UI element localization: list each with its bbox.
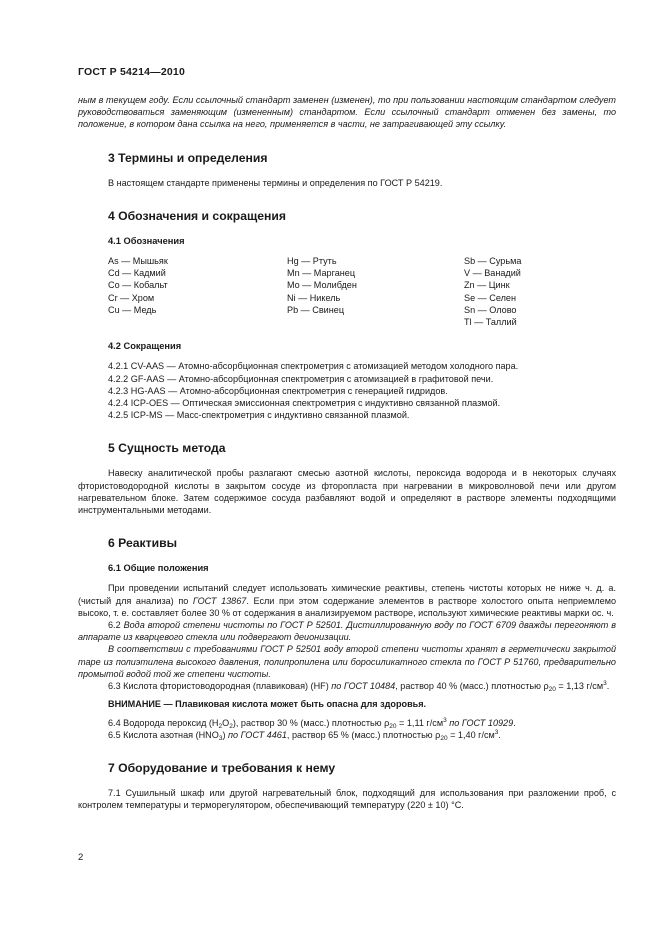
standard-reference: по ГОСТ 10484 (331, 681, 396, 692)
symbol-item: Ni — Никель (287, 292, 341, 303)
section-6-title: 6 Реактивы (108, 536, 178, 551)
symbol-item: Se — Селен (464, 292, 516, 303)
intro-paragraph: ным в текущем году. Если ссылочный стандарт заменен (изменен), то при пользовании настоящим стандартом следует руководствоваться заменяющим (измененным) стандартом. Если ссылочный стандарт отменен без замены, то положение, в котором дана ссылка на него, применяется в части, не затрагивающей эту ссылку. (78, 95, 616, 130)
symbol-item: Cr — Хром (108, 292, 155, 303)
section-4-title: 4 Обозначения и сокращения (108, 208, 287, 223)
section-7-title: 7 Оборудование и требования к нему (108, 760, 336, 775)
hf-warning: ВНИМАНИЕ — Плавиковая кислота может быть опасна для здоровья. (108, 699, 427, 710)
symbol-item: V — Ванадий (464, 268, 521, 279)
section-4-1-title: 4.1 Обозначения (108, 235, 185, 246)
symbol-item: As — Мышьяк (108, 256, 168, 267)
symbols-table (108, 255, 616, 328)
symbol-item: Mn — Марганец (287, 268, 356, 279)
symbol-item: Pb — Свинец (287, 304, 345, 315)
paragraph-6-4: 6.4 Водорода пероксид $(H_2O_2)$, раствор 30 % (масс.) плотностью $\rho_{20} = 1,11$ $г/см^3$ по ГОСТ 10929. (108, 716, 516, 730)
section-3-text: В настоящем стандарте применены термины и определения по ГОСТ Р 54219. (108, 177, 443, 188)
symbols-column-3 (464, 255, 521, 328)
symbol-item: Sb — Сурьма (464, 256, 522, 267)
abbreviation-item: 4.2.3 HG-AAS — Атомно-абсорбционная спектрометрия с генерацией гидридов. (108, 385, 448, 396)
standard-reference: по ГОСТ 4461 (228, 729, 287, 740)
section-3-title: 3 Термины и определения (108, 150, 268, 165)
paragraph-6-2-storage: В соответствии с требованиями ГОСТ Р 52501 воду второй степени чистоты хранят в герметически закрытой таре из полиэтилена высокого давления, полипропилена или боросиликатного стекла по ГОСТ Р 51760, предварительно промытой водой той же степени чистоты. (78, 644, 616, 679)
symbol-item: Cd — Кадмий (108, 268, 166, 279)
section-5-text: Навеску аналитической пробы разлагают смесью азотной кислоты, пероксида водорода и в некоторых случаях фтористоводородной кислоты в закрытом сосуде из фторопласта при нагревании в микроволновой печи или другом нагревательном блоке. Затем содержимое сосуда разбавляют водой и определяют в растворе элементы подходящими инструментальными методами. (78, 468, 616, 516)
symbol-item: Hg — Ртуть (287, 256, 337, 267)
paragraph-6-3: 6.3 Кислота фтористоводородная (плавиковая) (HF) по ГОСТ 10484, раствор 40 % (масс.) плотностью $\rho_{20} = 1,13$ $г/см^3$. (108, 680, 610, 694)
paragraph-6-1: При проведении испытаний следует использовать химические реактивы, степень чистоты которых не ниже ч. д. а. (чистый для анализа) по ГОСТ 13867. Если при этом содержание элементов в растворе холостого опыта неприемлемо высоко, т. е. составляет более 30 % от содержания в анализируемом растворе, используют химические реактивы марки ос. ч. (78, 583, 617, 618)
standard-reference: по ГОСТ 10929 (449, 717, 514, 728)
section-6-1-title: 6.1 Общие положения (108, 563, 209, 574)
paragraph-7-1: 7.1 Сушильный шкаф или другой нагревательный блок, подходящий для использования при разложении проб, с контролем температуры и терморегулятором, обеспечивающий температуру (220 ± 10) °С. (78, 787, 616, 811)
symbol-item: Mo — Молибден (287, 280, 357, 291)
symbols-column-1 (108, 255, 287, 328)
symbol-item: Co — Кобальт (108, 280, 168, 291)
symbols-column-2 (287, 255, 464, 328)
abbreviation-item: 4.2.4 ICP-OES — Оптическая эмиссионная спектрометрия с индуктивно связанной плазмой. (108, 398, 501, 409)
section-4-2-title: 4.2 Сокращения (108, 341, 182, 352)
abbreviation-item: 4.2.1 CV-AAS — Атомно-абсорбционная спектрометрия с атомизацией методом холодного пара. (108, 361, 519, 372)
symbol-item: Sn — Олово (464, 304, 517, 315)
document-body (78, 94, 616, 811)
standard-reference: ГОСТ 13867 (192, 595, 247, 606)
symbol-item: Tl — Таллий (464, 317, 517, 328)
page-number: 2 (78, 852, 84, 863)
document-header: ГОСТ Р 54214—2010 (78, 66, 186, 78)
symbol-item: Zn — Цинк (464, 280, 510, 291)
paragraph-6-5: 6.5 Кислота азотная $(HNO_3)$ по ГОСТ 4461, раствор 65 % (масс.) плотностью $\rho_{20} = 1,40$ $г/см^3$. (108, 728, 501, 742)
section-5-title: 5 Сущность метода (108, 441, 226, 456)
abbreviation-item: 4.2.5 ICP-MS — Масс-спектрометрия с индуктивно связанной плазмой. (108, 410, 410, 421)
abbreviation-item: 4.2.2 GF-AAS — Атомно-абсорбционная спектрометрия с атомизацией в графитовой печи. (108, 373, 494, 384)
symbol-item: Cu — Медь (108, 304, 157, 315)
paragraph-6-2: 6.2 Вода второй степени чистоты по ГОСТ Р 52501. Дистиллированную воду по ГОСТ 6709 дважды перегоняют в аппарате из кварцевого стекла или подвергают деионизации. (78, 620, 616, 643)
